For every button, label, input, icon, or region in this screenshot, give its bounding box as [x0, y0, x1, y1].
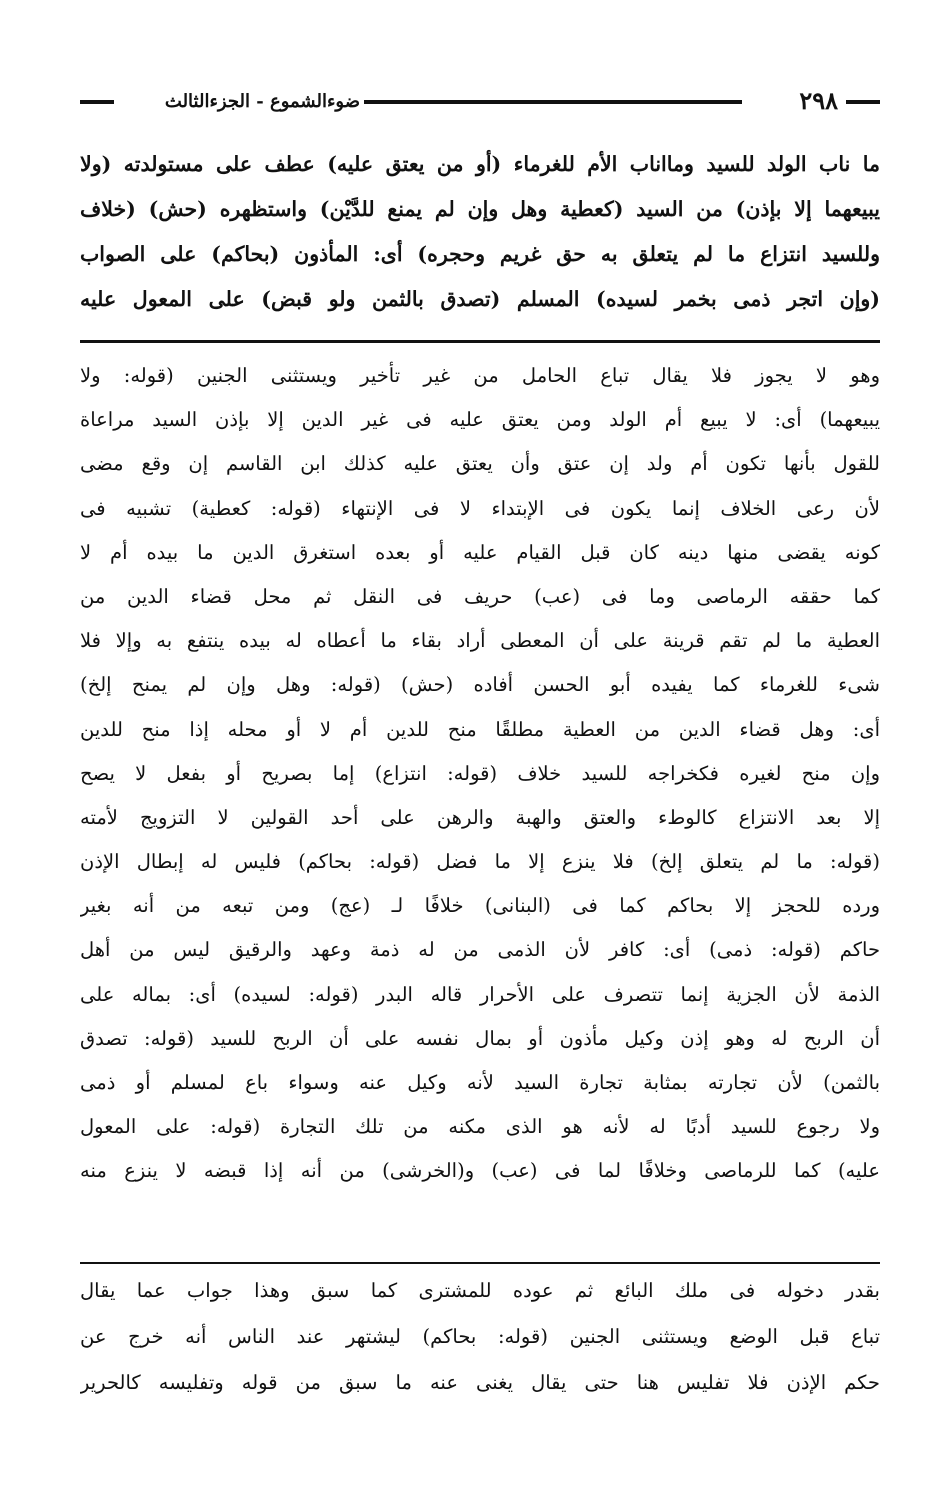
- commentary-line: للقول بأنها تكون أم ولد إن عتق وأن يعتق عليه كذلك ابن القاسم إن وقع مضى: [80, 452, 880, 476]
- commentary-line: وهو لا يجوز فلا يقال تباع الحامل من غير تأخير ويستثنى الجنين (قوله: ولا: [80, 364, 880, 387]
- running-title: ضوءالشموع - الجزءالثالث: [164, 91, 360, 112]
- commentary-text: [80, 354, 880, 1194]
- header-dash-left: [80, 100, 114, 104]
- commentary-line: لأن رعى الخلاف إنما يكون فى الإبتداء لا فى الإنتهاء (قوله: كعطية) تشبيه فى: [80, 496, 880, 520]
- commentary-line: شىء للغرماء كما يفيده أبو الحسن أفاده (حش) (قوله: وهل وإن لم يمنح إلخ): [80, 673, 880, 697]
- page-number: ٢٩٨: [799, 86, 838, 115]
- commentary-line: ورده للحجز إلا بحاكم كما فى (البنانى) خلافًا لـ (عج) ومن تبعه من أنه بغير: [80, 894, 880, 918]
- commentary-line: وإن منح لغيره فكخراجه للسيد خلاف (قوله: انتزاع) إما بصريح أو بفعل لا يصح: [80, 761, 880, 785]
- footnote-line: بقدر دخوله فى ملك البائع ثم عوده للمشترى كما سبق وهذا جواب عما يقال: [80, 1279, 880, 1302]
- commentary-line: أن الربح له وهو إذن وكيل مأذون أو بمال نفسه على أن الربح للسيد (قوله: تصدق: [80, 1026, 880, 1050]
- commentary-line: الذمة لأن الجزية إنما تتصرف على الأحرار قاله البدر (قوله: لسيده) أى: بماله على: [80, 982, 880, 1006]
- matn-text: [80, 142, 880, 322]
- commentary-line: حاكم (قوله: ذمى) أى: كافر لأن الذمى من له ذمة وعهد والرقيق ليس من أهل: [80, 938, 880, 962]
- matn-line: (وإن اتجر ذمى بخمر لسيده) المسلم (تصدق بالثمن ولو قبض) على المعول عليه: [80, 287, 880, 311]
- commentary-line: عليه) كما للرماصى وخلافًا لما فى (عب) و(الخرشى) من أنه إذا قبضه لا ينزع منه: [80, 1159, 880, 1183]
- footnote-line: تباع قبل الوضع ويستثنى الجنين (قوله: بحاكم) ليشتهر عند الناس أنه خرج عن: [80, 1325, 880, 1348]
- page-header: [80, 84, 880, 124]
- commentary-line: ولا رجوع للسيد أدبًا له لأنه هو الذى مكنه من تلك التجارة (قوله: على المعول: [80, 1115, 880, 1139]
- commentary-line: (قوله: ما لم يتعلق إلخ) فلا ينزع إلا ما فضل (قوله: بحاكم) فليس له إبطال الإذن: [80, 850, 880, 874]
- commentary-line: أى: وهل قضاء الدين من العطية مطلقًا منح للدين أم لا أو محله إذا منح للدين: [80, 717, 880, 741]
- matn-line: يبيعهما إلا بإذن) من السيد (كعطية وهل وإن لم يمنع للدَّيْن) واستظهره (حش) (خلاف: [80, 197, 880, 221]
- matn-line: ما ناب الولد للسيد ومااناب الأم للغرماء (أو من يعتق عليه) عطف على مستولدته (ولا: [80, 152, 880, 176]
- commentary-line: كونه يقضى منها دينه كان قبل القيام عليه أو بعده استغرق الدين ما بيده أم لا: [80, 540, 880, 564]
- header-rule: [364, 100, 742, 104]
- header-dash-right: [846, 100, 880, 104]
- commentary-line: العطية ما لم تقم قرينة على أن المعطى أراد بقاء ما أعطاه له بيده ينتفع به وإلا فلا: [80, 629, 880, 653]
- footnote-text: [80, 1268, 880, 1406]
- commentary-line: كما حققه الرماصى وما فى (عب) حريف فى النقل ثم محل قضاء الدين من: [80, 584, 880, 608]
- commentary-line: بالثمن) لأن تجارته بمثابة تجارة السيد لأنه وكيل عنه وسواء باع لمسلم أو ذمى: [80, 1071, 880, 1094]
- commentary-line: إلا بعد الانتزاع كالوطء والعتق والهبة والرهن على أحد القولين لا التزويج لأمته: [80, 805, 880, 829]
- matn-line: وللسيد انتزاع ما لم يتعلق به حق غريم وحجره) أى: المأذون (بحاكم) على الصواب: [80, 242, 880, 266]
- matn-divider: [80, 340, 880, 343]
- footnote-line: حكم الإذن فلا تفليس هنا حتى يقال يغنى عنه ما سبق من قوله وتفليسه كالحرير: [80, 1371, 880, 1394]
- commentary-line: يبيعهما) أى: لا يبيع أم الولد ومن يعتق عليه فى غير الدين إلا بإذن السيد مراعاة: [80, 408, 880, 432]
- footnote-divider: [80, 1262, 880, 1264]
